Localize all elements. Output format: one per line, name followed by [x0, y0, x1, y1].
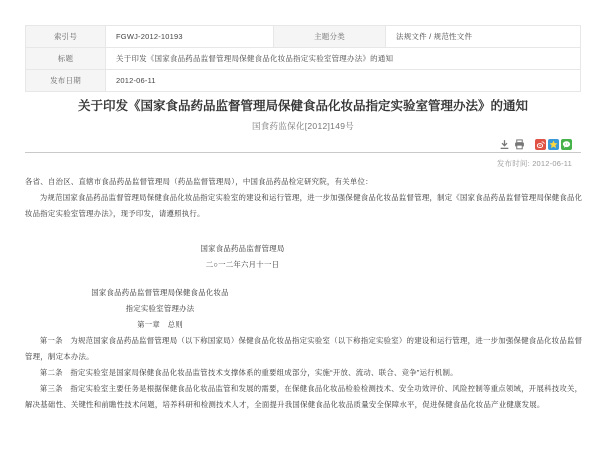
- print-icon[interactable]: [514, 139, 525, 150]
- meta-label-title: 标题: [26, 48, 106, 70]
- meta-value-index: FGWJ-2012-10193: [106, 26, 274, 48]
- meta-row-date: [26, 70, 581, 92]
- weibo-share-icon[interactable]: [535, 139, 546, 150]
- signature-block: [25, 241, 460, 273]
- attachment-title-line2: 指定实验室管理办法: [125, 304, 195, 313]
- signature-org: 国家食品药品监督管理局: [200, 244, 285, 253]
- attachment-title-line1: 国家食品药品监督管理局保健食品化妆品: [91, 288, 229, 297]
- article-3-paragraph: 第三条 指定实验室主要任务是根据保健食品化妆品监管和发展的需要，在保健食品化妆品检验检测技术、安全功效评价、风险控制等重点领域，开展科技攻关，解决基础性、关键性和前瞻性技术问题，培养科研和检测技术人才，全面提升我国保健食品化妆品质量安全保障水平，促进保健食品化妆品产业健康发展。: [25, 384, 583, 409]
- document-body: [25, 174, 583, 413]
- meta-value-date: 2012-06-11: [106, 70, 581, 92]
- salutation-paragraph: 各省、自治区、直辖市食品药品监督管理局（药品监督管理局），中国食品药品检定研究院，有关单位：: [25, 177, 373, 186]
- page-title: 关于印发《国家食品药品监督管理局保健食品化妆品指定实验室管理办法》的通知: [77, 99, 528, 113]
- meta-label-category: 主题分类: [274, 26, 386, 48]
- wechat-share-icon[interactable]: [561, 139, 572, 150]
- document-meta-table: [25, 25, 581, 92]
- article-2-paragraph: 第二条 指定实验室是国家局保健食品化妆品监管技术支撑体系的重要组成部分，实施“开放、流动、联合、竞争”运行机制。: [39, 368, 458, 377]
- article-1-paragraph: 第一条 为规范国家食品药品监督管理局（以下称国家局）保健食品化妆品指定实验室（以下称指定实验室）的建设和运行管理，进一步加强保健食品化妆品监督管理，制定本办法。: [25, 336, 583, 361]
- attachment-title: [25, 285, 295, 317]
- meta-row-index-category: [26, 26, 581, 48]
- meta-label-date: 发布日期: [26, 70, 106, 92]
- publish-time: [497, 158, 572, 169]
- header-divider: [25, 152, 581, 153]
- document-number: 国食药监保化[2012]149号: [251, 121, 355, 131]
- publish-time-value: 2012-06-11: [532, 159, 572, 168]
- share-toolbar: [499, 138, 572, 150]
- meta-value-category: 法规文件 / 规范性文件: [386, 26, 581, 48]
- social-share-group: [535, 139, 572, 150]
- signature-date: 二○一二年六月十一日: [205, 260, 280, 269]
- publish-time-label: 发布时间:: [496, 159, 530, 168]
- download-icon[interactable]: [499, 139, 510, 150]
- meta-value-title: 关于印发《国家食品药品监督管理局保健食品化妆品指定实验室管理办法》的通知: [106, 48, 581, 70]
- chapter-1-heading: 第一章 总则: [137, 320, 183, 329]
- meta-row-title: [26, 48, 581, 70]
- meta-label-index: 索引号: [26, 26, 106, 48]
- intro-paragraph: 为规范国家食品药品监督管理局保健食品化妆品指定实验室的建设和运行管理，进一步加强保健食品化妆品监督管理，制定《国家食品药品监督管理局保健食品化妆品指定实验室管理办法》，现予印发，请遵照执行。: [25, 193, 583, 218]
- favorite-star-icon[interactable]: [548, 139, 559, 150]
